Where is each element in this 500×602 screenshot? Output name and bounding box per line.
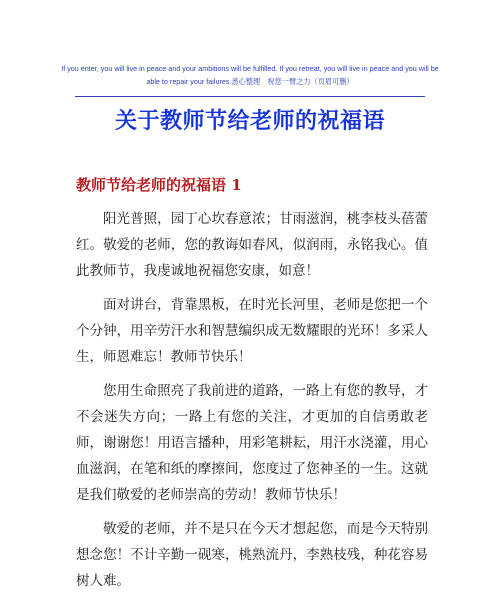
header-divider — [75, 96, 425, 97]
header-note: If you enter, you will live in peace and your ambitions will be fulfilled. If you retreat, you will live in peace and you will be able to repair your failures.悉心整理 祝您一臂之力（页眉可删） — [61, 64, 439, 86]
body-text — [76, 206, 428, 602]
section-heading: 教师节给老师的祝福语 1 — [76, 176, 242, 194]
paragraph: 敬爱的老师，并不是只在今天才想起您，而是今天特别想念您！不计辛勤一砚寒，桃熟流丹，李熟枝残，种花容易树人难。 — [76, 521, 428, 589]
paragraph: 阳光普照，园丁心坎春意浓；甘雨滋润，桃李枝头蓓蕾红。敬爱的老师，您的教诲如春风，似润雨，永铭我心。值此教师节，我虔诚地祝福您安康，如意！ — [76, 211, 428, 279]
paragraph: 面对讲台，背靠黑板，在时光长河里，老师是您把一个个分钟，用辛劳汗水和智慧编织成无数耀眼的光环！多采人生，师恩难忘！教师节快乐！ — [76, 297, 428, 365]
paragraph: 您用生命照亮了我前进的道路，一路上有您的教导，才不会迷失方向；一路上有您的关注，才更加的自信勇敢老师，谢谢您！用语言播种，用彩笔耕耘，用汗水浇灌，用心血滋润，在笔和纸的摩擦间，您度过了您神圣的一生。这就是我们敬爱的老师崇高的劳动！教师节快乐！ — [76, 383, 428, 503]
document-title: 关于教师节给老师的祝福语 — [114, 108, 385, 134]
